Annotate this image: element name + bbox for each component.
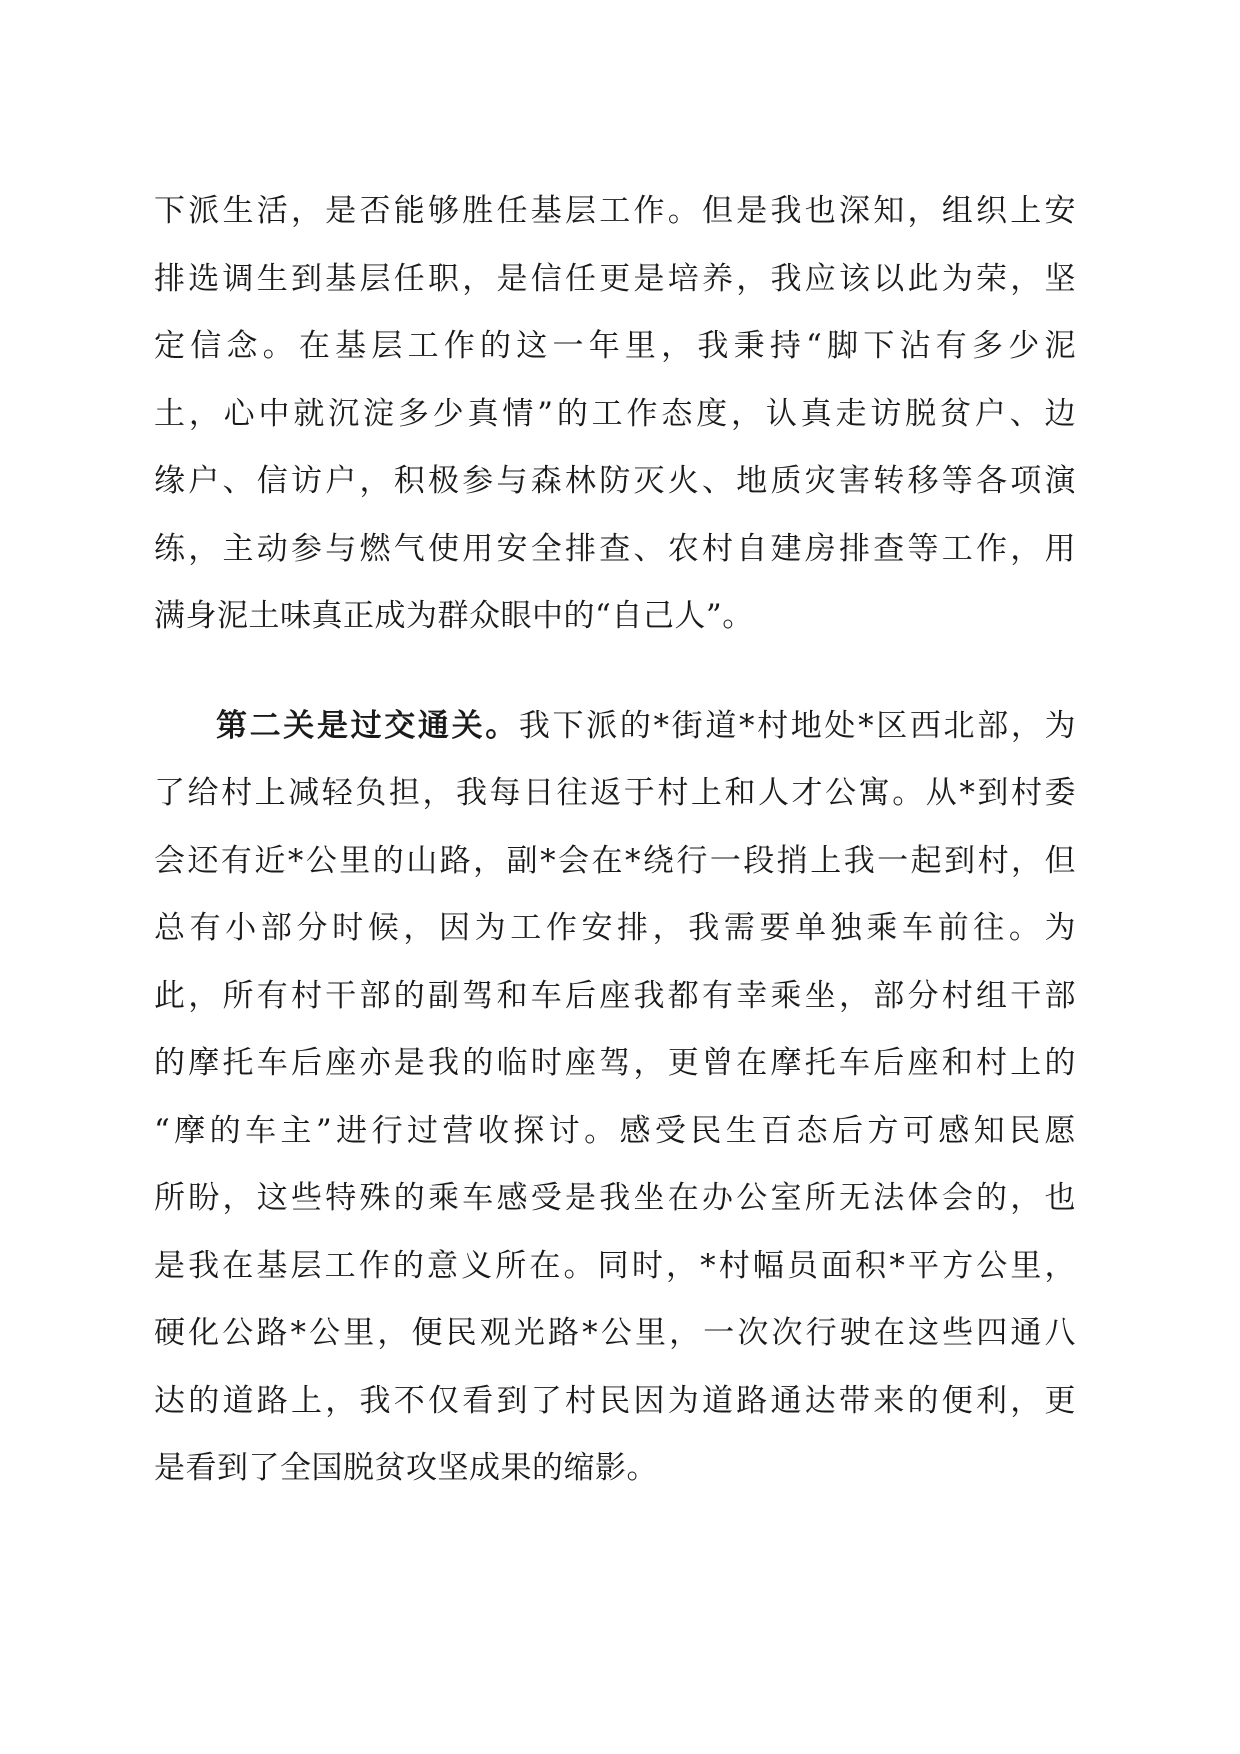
text-line: 练，主动参与燃气使用安全排查、农村自建房排查等工作，用 xyxy=(154,530,1076,567)
text-line: “摩的车主”进行过营收探讨。感受民生百态后方可感知民愿 xyxy=(154,1112,1076,1149)
paragraph-1 xyxy=(154,178,1076,651)
text-line-first xyxy=(154,693,1076,761)
text-line: 了给村上减轻负担，我每日往返于村上和人才公寓。从*到村委 xyxy=(154,775,1076,811)
text-line: 总有小部分时候，因为工作安排，我需要单独乘车前往。为 xyxy=(154,910,1076,946)
document-body xyxy=(154,178,1076,1503)
text-line: 满身泥土味真正成为群众眼中的“自己人”。 xyxy=(154,598,754,634)
text-line: 下派生活，是否能够胜任基层工作。但是我也深知，组织上安 xyxy=(154,193,1076,229)
text-line: 的摩托车后座亦是我的临时座驾，更曾在摩托车后座和村上的 xyxy=(154,1045,1076,1081)
text-line: 是看到了全国脱贫攻坚成果的缩影。 xyxy=(154,1450,658,1486)
text-line: 达的道路上，我不仅看到了村民因为道路通达带来的便利，更 xyxy=(154,1382,1076,1419)
text-line: 会还有近*公里的山路，副*会在*绕行一段捎上我一起到村，但 xyxy=(154,842,1076,879)
section-heading: 第二关是过交通关。 xyxy=(216,707,519,744)
text-run: 我下派的*街道*村地处*区西北部，为 xyxy=(518,707,1077,744)
text-line: 硬化公路*公里，便民观光路*公里，一次次行驶在这些四通八 xyxy=(154,1315,1076,1351)
text-line: 缘户、信访户，积极参与森林防灭火、地质灾害转移等各项演 xyxy=(154,463,1076,499)
paragraph-2 xyxy=(154,693,1076,1503)
text-line: 此，所有村干部的副驾和车后座我都有幸乘坐，部分村组干部 xyxy=(154,977,1076,1014)
text-line: 定信念。在基层工作的这一年里，我秉持“脚下沾有多少泥 xyxy=(154,328,1076,364)
text-line: 所盼，这些特殊的乘车感受是我坐在办公室所无法体会的，也 xyxy=(154,1180,1076,1216)
text-line: 排选调生到基层任职，是信任更是培养，我应该以此为荣，坚 xyxy=(154,260,1076,297)
text-line: 是我在基层工作的意义所在。同时，*村幅员面积*平方公里， xyxy=(154,1247,1076,1284)
text-line: 土，心中就沉淀多少真情”的工作态度，认真走访脱贫户、边 xyxy=(154,395,1076,432)
